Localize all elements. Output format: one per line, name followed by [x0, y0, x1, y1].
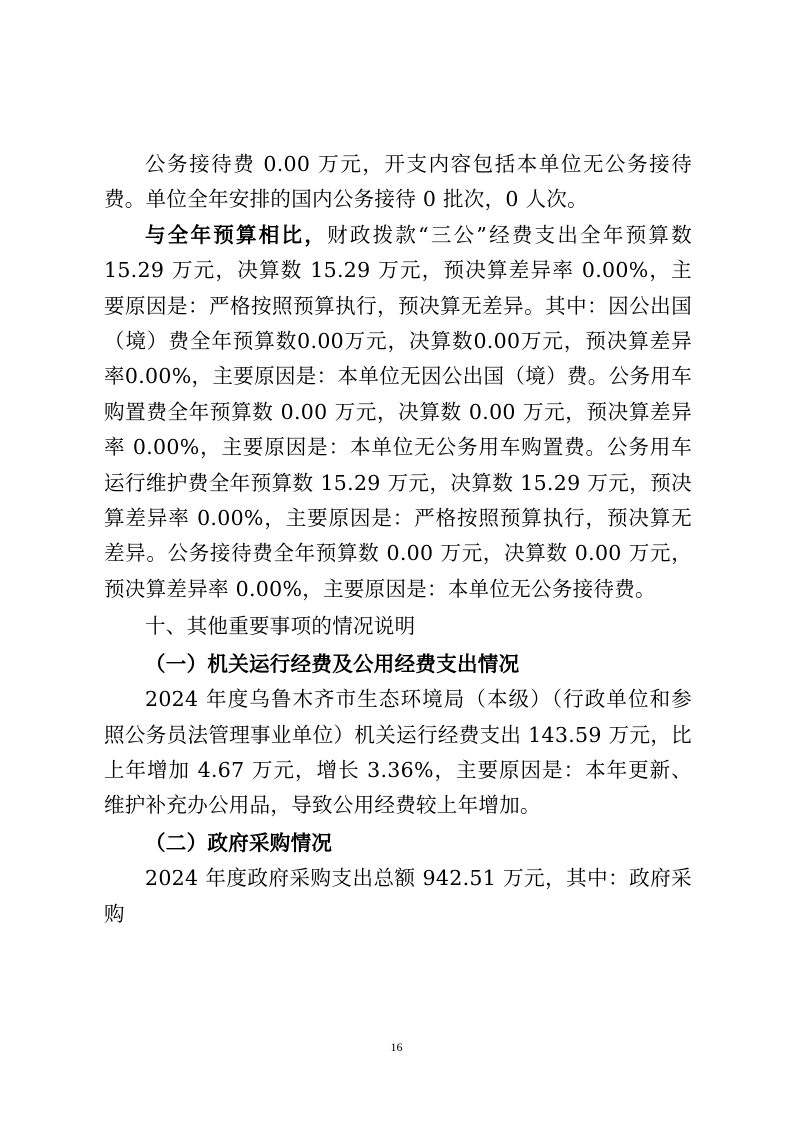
subsection-title-operating-expenses: （一）机关运行经费及公用经费支出情况	[145, 651, 520, 676]
paragraph-reception-expense: 公务接待费 0.00 万元，开支内容包括本单位无公务接待费。单位全年安排的国内公务接待 0 批次，0 人次。	[104, 152, 692, 212]
page-number: 16	[390, 1040, 403, 1054]
section-title: 十、其他重要事项的情况说明	[145, 614, 416, 639]
budget-comparison-lead: 与全年预算相比，	[145, 222, 328, 247]
budget-comparison-body: 财政拨款“三公”经费支出全年预算数 15.29 万元，决算数 15.29 万元，预决算差异率 0.00%，主要原因是：严格按照预算执行，预决算无差异。其中：因公出国（境）费全年预算数0.00万元，决算数0.00万元，预决算差异率0.00%，主要原因是：本单位无因公出国（境）费。公务用车购置费全年预算数 0.00 万元，决算数 0.00 万元，预决算差异率 0.00%，主要原因是：本单位无公务用车购置费。公务用车运行维护费全年预算数 15.29 万元，决算数 15.29 万元，预决算差异率 0.00%，主要原因是：严格按照预算执行，预决算无差异。公务接待费全年预算数 0.00 万元，决算数 0.00 万元，预决算差异率 0.00%，主要原因是：本单位无公务接待费。	[104, 222, 692, 601]
document-body	[104, 147, 692, 932]
paragraph-operating-expenses: 2024 年度乌鲁木齐市生态环境局（本级）（行政单位和参照公务员法管理事业单位）机关运行经费支出 143.59 万元，比上年增加 4.67 万元，增长 3.36%，主要原因是：本年更新、维护补充办公用品，导致公用经费较上年增加。	[104, 687, 692, 818]
paragraph-budget-comparison	[104, 218, 692, 607]
subsection-title-procurement: （二）政府采购情况	[145, 830, 333, 855]
paragraph-procurement: 2024 年度政府采购支出总额 942.51 万元，其中：政府采购	[104, 866, 692, 926]
